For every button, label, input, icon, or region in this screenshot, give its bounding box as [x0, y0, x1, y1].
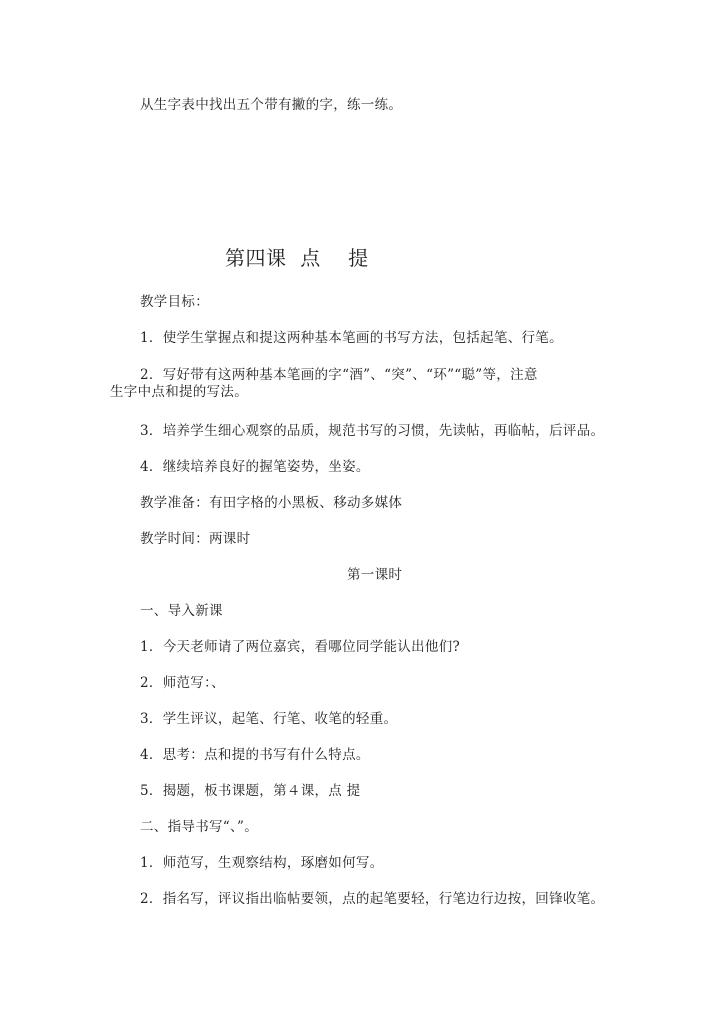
objective-2: 2．写好带有这两种基本笔画的字“酒”、“突”、“环”“聪”等，注意	[140, 367, 538, 383]
section1-item-2: 2．师范写：、	[140, 675, 225, 691]
objective-3: 3．培养学生细心观察的品质，规范书写的习惯，先读帖，再临帖，后评品。	[140, 423, 605, 439]
top-instruction: 从生字表中找出五个带有撇的字，练一练。	[140, 97, 403, 113]
objective-2-continued: 生字中点和提的写法。	[110, 384, 248, 400]
teaching-preparation: 教学准备：有田字格的小黑板、移动多媒体	[140, 495, 403, 511]
section2-heading: 二、指导书写“、”。	[140, 819, 259, 835]
section1-item-4: 4．思考：点和提的书写有什么特点。	[140, 747, 370, 763]
objective-1: 1．使学生掌握点和提这两种基本笔画的书写方法，包括起笔、行笔。	[140, 330, 563, 346]
section1-item-1: 1．今天老师请了两位嘉宾，看哪位同学能认出他们?	[140, 639, 461, 655]
section1-heading: 一、导入新课	[140, 603, 223, 619]
objective-4: 4．继续培养良好的握笔姿势，坐姿。	[140, 459, 370, 475]
teaching-time: 教学时间：两课时	[140, 531, 251, 547]
objectives-heading: 教学目标：	[140, 294, 209, 310]
lesson-title: 第四课 点 提	[225, 246, 369, 270]
section1-item-3: 3．学生评议，起笔、行笔、收笔的轻重。	[140, 711, 398, 727]
section2-item-2: 2．指名写，评议指出临帖要领，点的起笔要轻，行笔边行边按，回锋收笔。	[140, 891, 605, 907]
period-heading: 第一课时	[347, 567, 403, 583]
section2-item-1: 1．师范写，生观察结构，琢磨如何写。	[140, 855, 384, 871]
section1-item-5: 5．揭题，板书课题，第４课，点 提	[140, 783, 361, 799]
